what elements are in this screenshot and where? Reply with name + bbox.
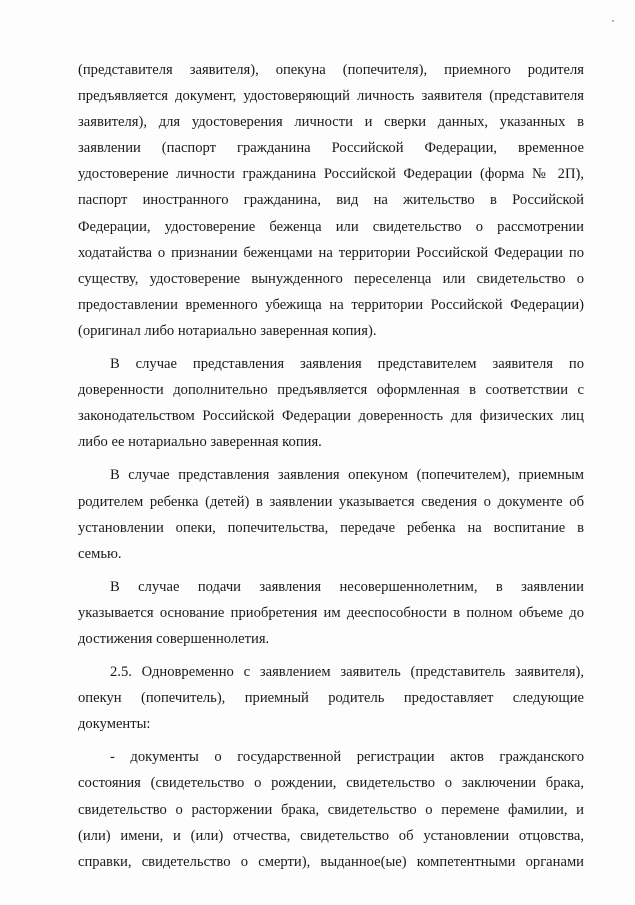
- text-line: (или) имени, и (или) отчества, свидетельство об установлении отцовства,: [78, 827, 584, 844]
- text-line: паспорт иностранного гражданина, вид на жительство в Российской: [78, 192, 584, 209]
- text-line: родителем ребенка (детей) в заявлении указывается сведения о документе об: [78, 493, 584, 510]
- text-line: доверенности дополнительно предъявляется оформленная в соответствии с: [78, 382, 584, 399]
- text-line: - документы о государственной регистрации актов гражданского: [110, 749, 584, 766]
- text-line: ходатайства о признании беженцами на территории Российской Федерации по: [78, 244, 584, 261]
- text-line: заявителя), для удостоверения личности и сверки данных, указанных в: [78, 114, 584, 131]
- text-line: существу, удостоверение вынужденного переселенца или свидетельство о: [78, 270, 584, 287]
- text-line: справки, свидетельство о смерти), выданное(ые) компетентными органами: [78, 853, 584, 870]
- text-line: удостоверение личности гражданина Российской Федерации (форма № 2П),: [78, 166, 584, 183]
- text-line: документы:: [78, 716, 151, 733]
- text-line: В случае подачи заявления несовершеннолетним, в заявлении: [110, 578, 584, 595]
- text-line: В случае представления заявления опекуном (попечителем), приемным: [110, 467, 584, 484]
- text-line: либо ее нотариально заверенная копия.: [78, 434, 322, 451]
- text-line: достижения совершеннолетия.: [78, 630, 270, 647]
- text-line: свидетельство о расторжении брака, свидетельство о перемене фамилии, и: [78, 801, 584, 818]
- text-line: предъявляется документ, удостоверяющий личность заявителя (представителя: [78, 88, 584, 105]
- text-line: предоставлении временного убежища на территории Российской Федерации): [78, 296, 584, 313]
- text-line: Федерации, удостоверение беженца или свидетельство о рассмотрении: [78, 218, 584, 235]
- text-line: законодательством Российской Федерации доверенность для физических лиц: [78, 408, 584, 425]
- text-line: указывается основание приобретения им дееспособности в полном объеме до: [78, 604, 584, 621]
- scan-speck: [612, 20, 614, 22]
- text-line: семью.: [78, 545, 122, 562]
- text-line: В случае представления заявления представителем заявителя по: [110, 356, 584, 373]
- text-line: (оригинал либо нотариально заверенная копия).: [78, 322, 377, 339]
- document-body: [78, 57, 584, 875]
- text-line: (представителя заявителя), опекуна (попечителя), приемного родителя: [78, 62, 584, 78]
- text-line: состояния (свидетельство о рождении, свидетельство о заключении брака,: [78, 775, 584, 792]
- text-line: 2.5. Одновременно с заявлением заявитель (представитель заявителя),: [110, 664, 584, 681]
- text-line: установлении опеки, попечительства, передаче ребенка на воспитание в: [78, 519, 584, 536]
- text-line: заявлении (паспорт гражданина Российской Федерации, временное: [78, 140, 584, 157]
- text-line: опекун (попечитель), приемный родитель предоставляет следующие: [78, 690, 584, 707]
